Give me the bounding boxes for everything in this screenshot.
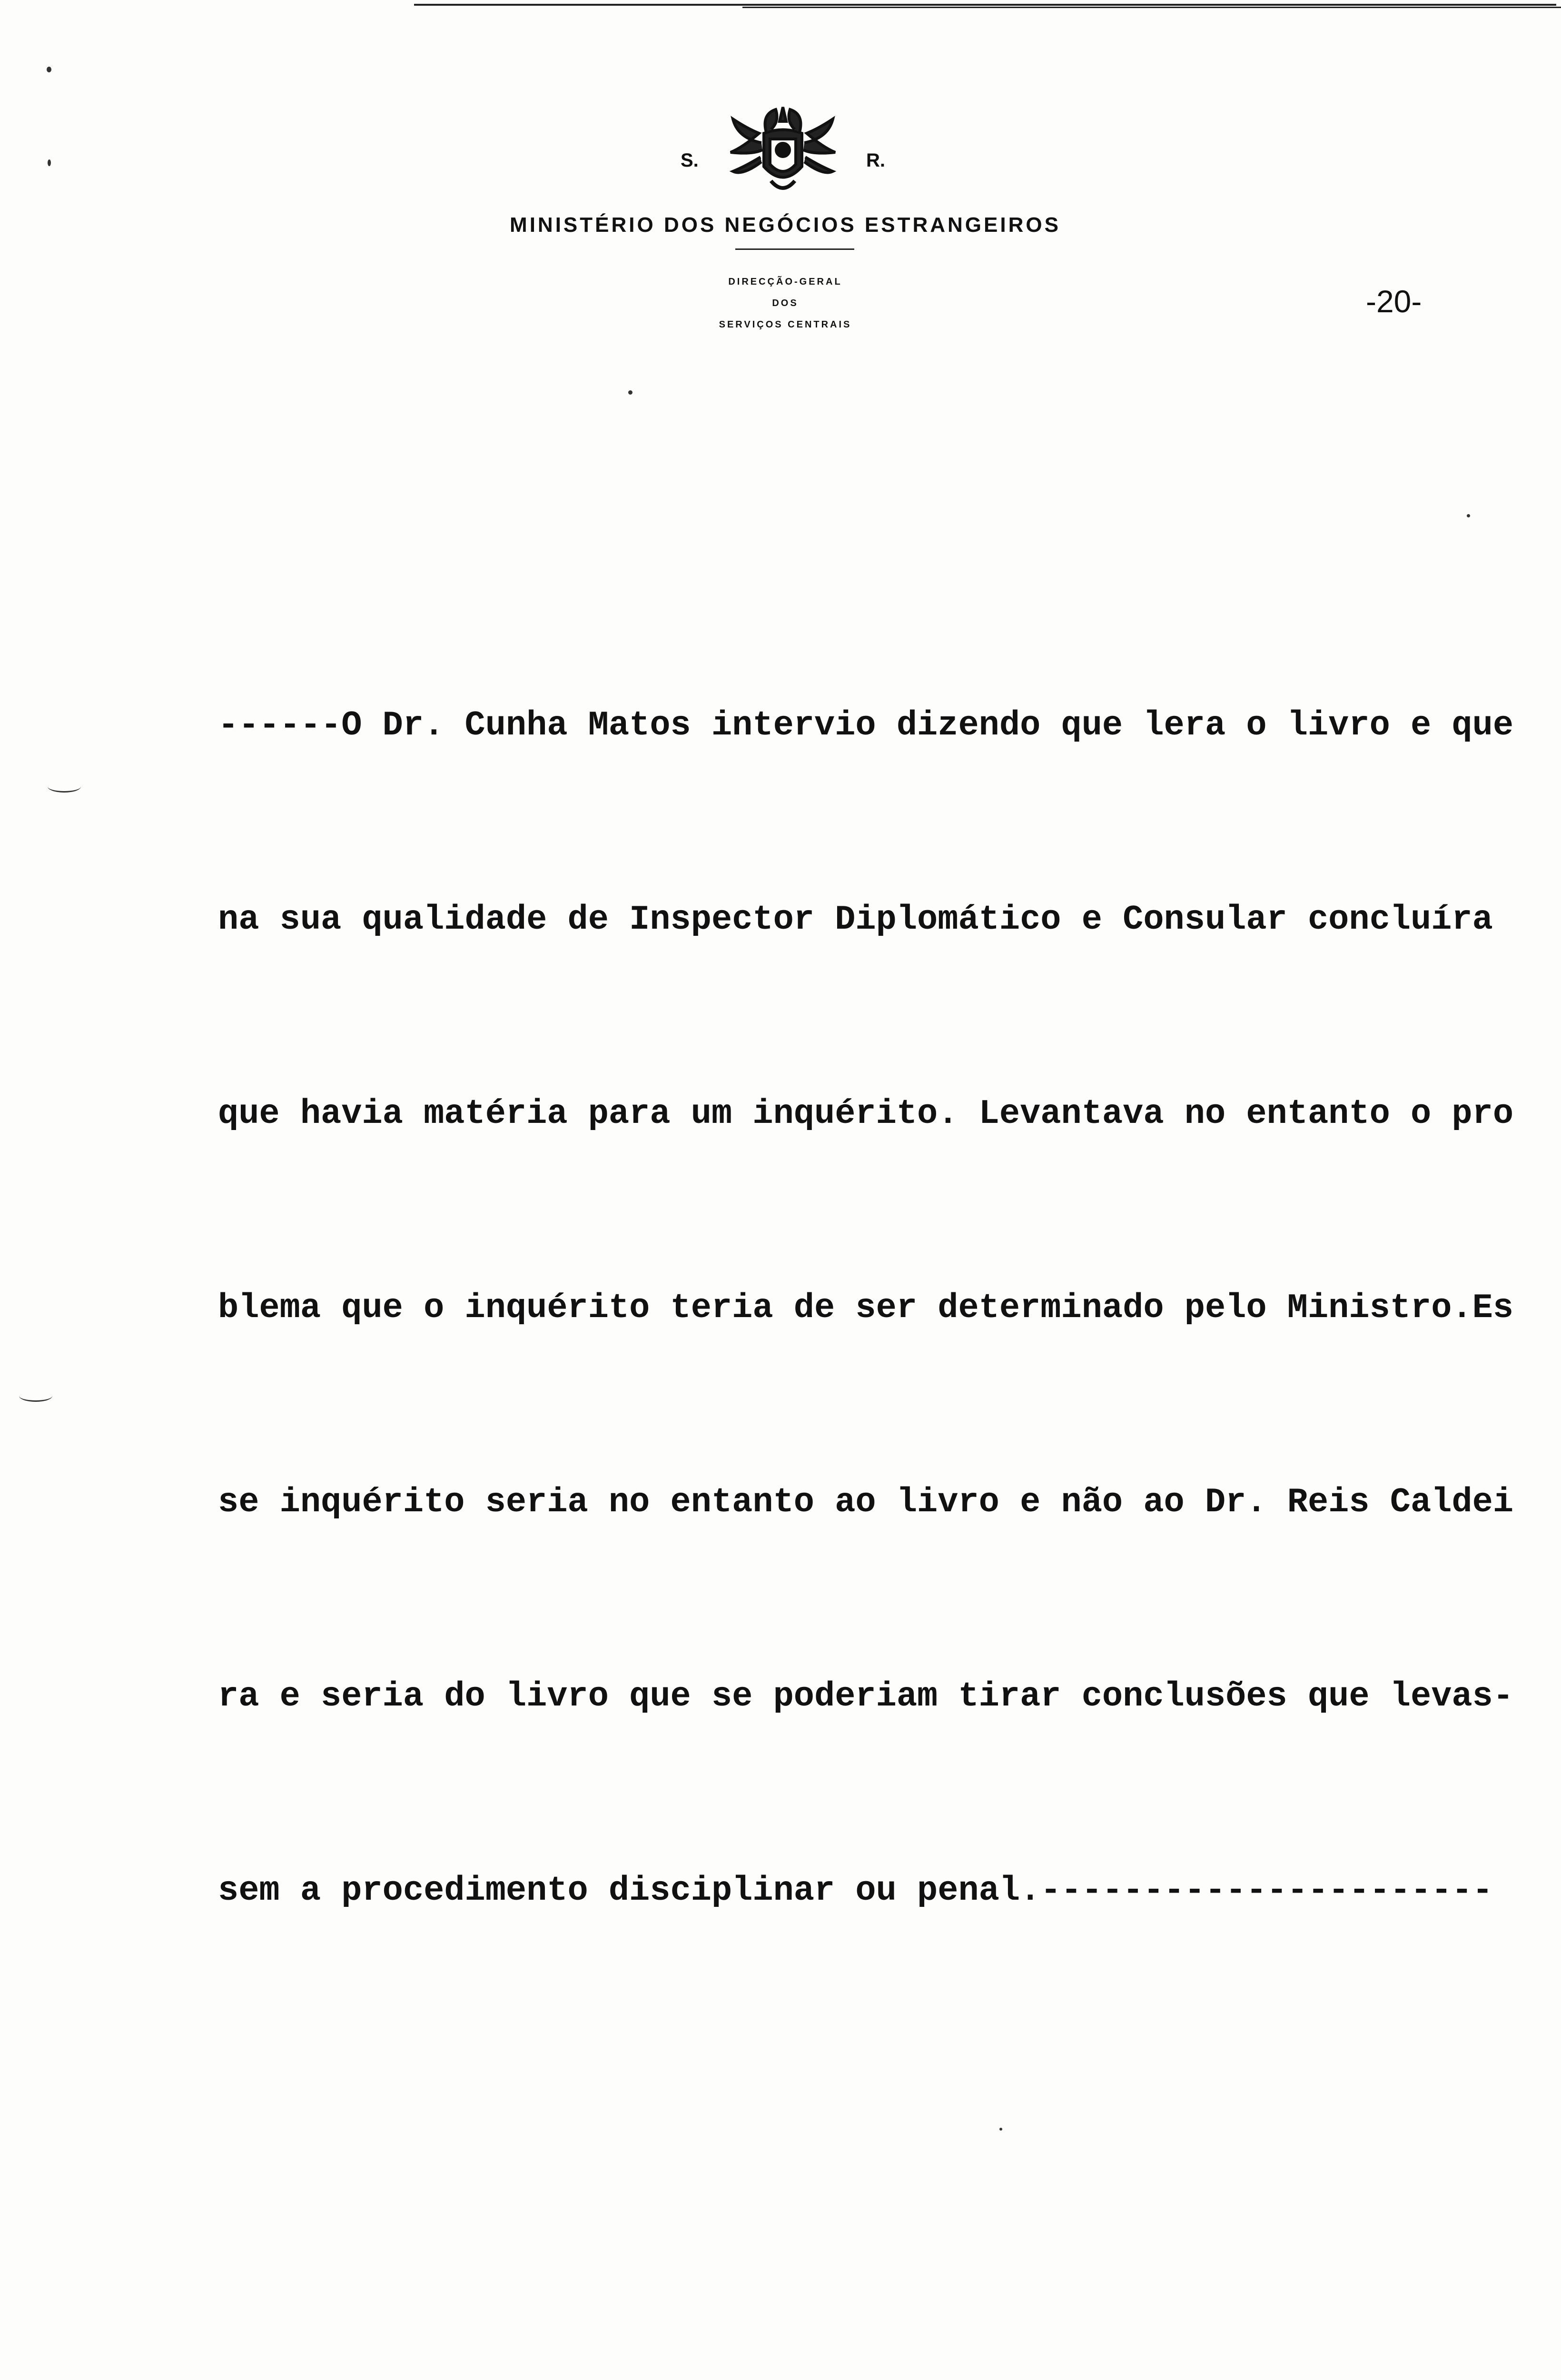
text-line: se inquérito seria no entanto ao livro e não ao Dr. Reis Caldei (218, 1483, 1514, 1522)
scan-edge-line (742, 7, 1561, 8)
paragraph-2 (218, 2318, 1503, 2380)
text-line: na sua qualidade de Inspector Diplomático e Consular concluíra (218, 900, 1493, 939)
page-number: -20- (1366, 284, 1422, 319)
letterhead-right-mark: R. (866, 150, 885, 171)
scan-speck (999, 2128, 1002, 2131)
division-line: DIRECÇÃO-GERAL (728, 277, 842, 287)
ministry-underline (735, 248, 854, 250)
division-name (476, 271, 1095, 336)
letterhead-left-mark: S. (681, 150, 699, 171)
punch-hole-mark (48, 781, 81, 793)
scan-speck (628, 390, 632, 395)
paragraph-gap (218, 2182, 1503, 2189)
scan-speck (48, 159, 51, 166)
text-line: que havia matéria para um inquérito. Levantava no entanto o pro (218, 1094, 1514, 1133)
document-body (218, 434, 1514, 2380)
scan-speck (1467, 514, 1470, 517)
text-line: sem a procedimento disciplinar ou penal.---------------------- (218, 1871, 1493, 1910)
letterhead (476, 100, 1095, 347)
text-line: ------O Dr. Cunha Matos intervio dizendo que lera o livro e que (218, 706, 1514, 745)
scan-speck (47, 67, 51, 72)
text-line: blema que o inquérito teria de ser determinado pelo Ministro.Es (218, 1289, 1514, 1328)
coat-of-arms-icon (719, 100, 847, 200)
ministry-name: MINISTÉRIO DOS NEGÓCIOS ESTRANGEIROS (510, 213, 1061, 237)
paragraph-1 (218, 564, 1514, 2053)
division-line: DOS (772, 298, 799, 308)
punch-hole-mark (19, 1390, 52, 1402)
division-line: SERVIÇOS CENTRAIS (719, 319, 852, 330)
scan-edge-line (414, 4, 1556, 6)
text-line: ra e seria do livro que se poderiam tirar conclusões que levas- (218, 1677, 1514, 1716)
